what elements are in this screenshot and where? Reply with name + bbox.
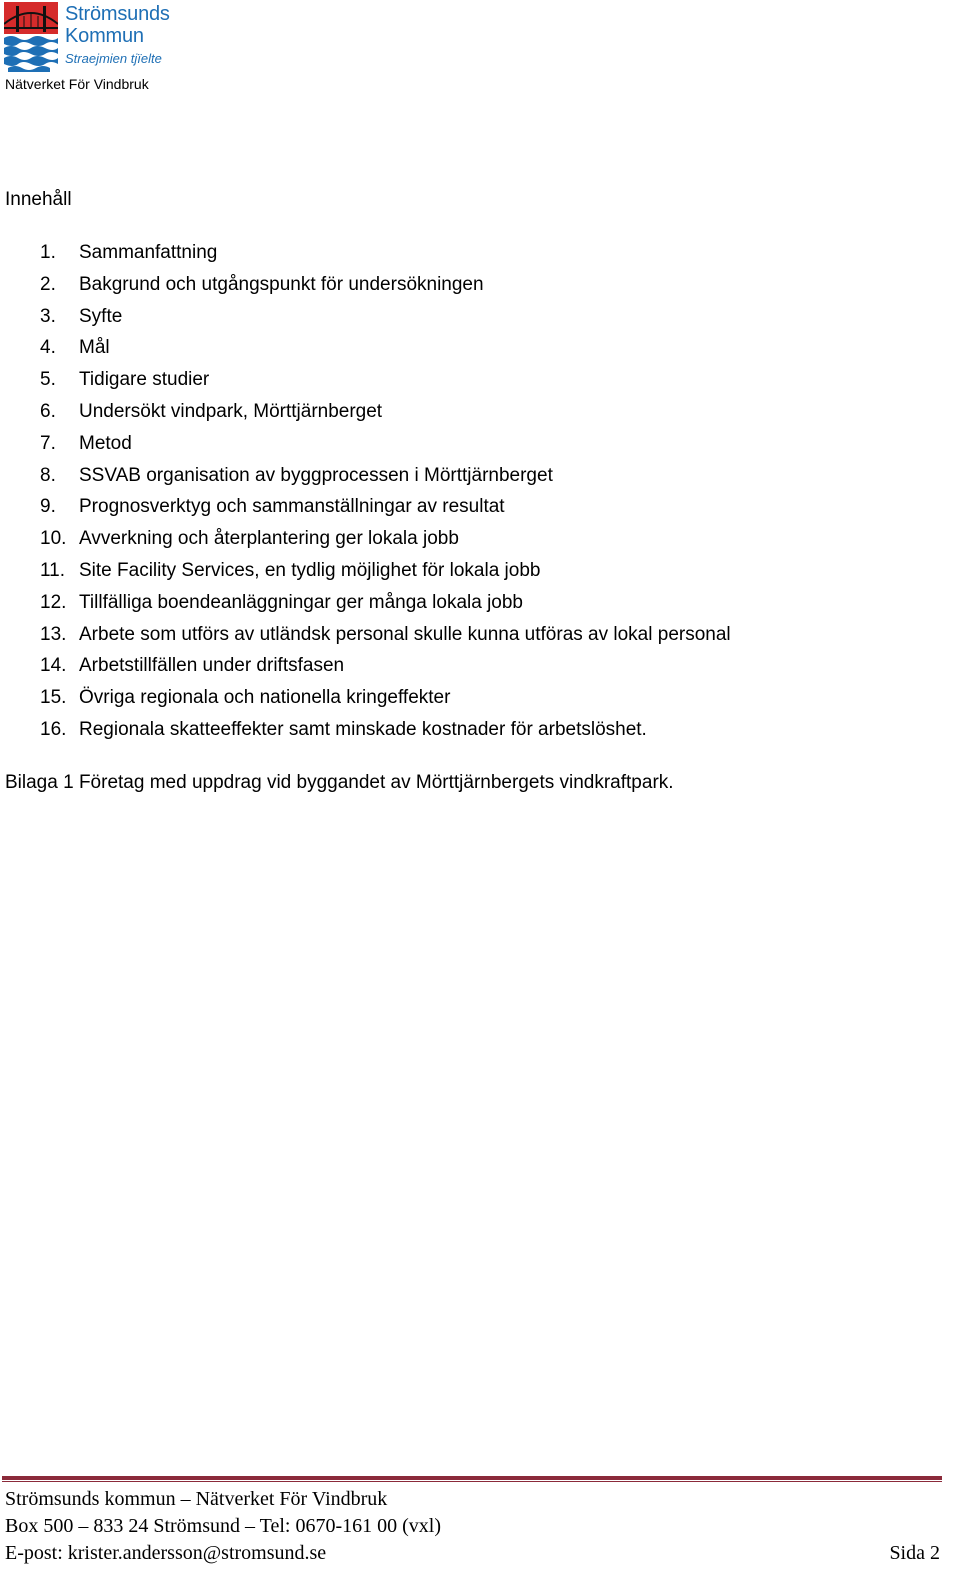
toc-item-number: 10. bbox=[40, 528, 67, 550]
page-number: Sida 2 bbox=[889, 1542, 940, 1564]
toc-item-number: 9. bbox=[40, 496, 56, 518]
toc-item-number: 16. bbox=[40, 718, 67, 740]
toc-item-label: Avverkning och återplantering ger lokala jobb bbox=[79, 528, 459, 550]
logo-line-3: Straejmien tjïelte bbox=[65, 51, 162, 66]
footer-email: E-post: krister.andersson@stromsund.se bbox=[5, 1542, 327, 1564]
toc-item-label: Metod bbox=[79, 432, 132, 454]
toc-item-number: 5. bbox=[40, 369, 56, 391]
toc-heading: Innehåll bbox=[5, 189, 72, 210]
toc-item-label: Övriga regionala och nationella kringeffekter bbox=[79, 687, 451, 709]
toc-item-label: Tidigare studier bbox=[79, 369, 210, 391]
page-footer bbox=[5, 1486, 940, 1567]
toc-item-label: Bakgrund och utgångspunkt för undersökningen bbox=[79, 273, 484, 295]
header-caption: Nätverket För Vindbruk bbox=[5, 76, 149, 92]
toc-item-label: Arbete som utförs av utländsk personal skulle kunna utföras av lokal personal bbox=[79, 623, 731, 645]
toc-item-number: 14. bbox=[40, 655, 67, 677]
municipality-logo-emblem bbox=[4, 2, 58, 72]
footer-rule bbox=[2, 1476, 942, 1480]
toc-item-label: Prognosverktyg och sammanställningar av resultat bbox=[79, 496, 505, 518]
footer-contact-row bbox=[5, 1540, 940, 1567]
appendix-entry: Bilaga 1 Företag med uppdrag vid byggandet av Mörttjärnbergets vindkraftpark. bbox=[5, 772, 674, 793]
toc-item-number: 8. bbox=[40, 464, 56, 486]
toc-item-label: Sammanfattning bbox=[79, 242, 218, 263]
page-header bbox=[0, 0, 200, 100]
logo-line-1: Strömsunds bbox=[65, 3, 170, 25]
toc-item-number: 12. bbox=[40, 591, 67, 613]
toc-item-number: 6. bbox=[40, 400, 56, 422]
toc-item-label: Syfte bbox=[79, 305, 123, 327]
toc-item-number: 2. bbox=[40, 273, 56, 295]
toc-item-label: Undersökt vindpark, Mörttjärnberget bbox=[79, 400, 383, 422]
toc-item-number: 11. bbox=[40, 559, 66, 581]
toc-item-label: Tillfälliga boendeanläggningar ger många lokala jobb bbox=[79, 591, 523, 613]
footer-address: Box 500 – 833 24 Strömsund – Tel: 0670-161 00 (vxl) bbox=[5, 1515, 442, 1537]
logo-line-2: Kommun bbox=[65, 25, 144, 47]
toc-item-label: SSVAB organisation av byggprocessen i Mörttjärnberget bbox=[79, 464, 553, 486]
logo-wordmark bbox=[65, 3, 170, 69]
toc-item-number: 7. bbox=[40, 432, 56, 454]
toc-item-label: Mål bbox=[79, 337, 110, 359]
toc-item-label: Site Facility Services, en tydlig möjlighet för lokala jobb bbox=[79, 559, 541, 581]
toc-item-number: 13. bbox=[40, 623, 67, 645]
toc-item-label: Arbetstillfällen under driftsfasen bbox=[79, 655, 345, 677]
toc-item-label: Regionala skatteeffekter samt minskade kostnader för arbetslöshet. bbox=[79, 718, 647, 740]
toc-item-number: 1. bbox=[40, 242, 56, 263]
toc-item-number: 4. bbox=[40, 337, 56, 359]
footer-rule-thin bbox=[2, 1481, 942, 1482]
toc-item-number: 15. bbox=[40, 687, 67, 709]
footer-organisation: Strömsunds kommun – Nätverket För Vindbruk bbox=[5, 1488, 388, 1510]
toc-item-number: 3. bbox=[40, 305, 56, 327]
